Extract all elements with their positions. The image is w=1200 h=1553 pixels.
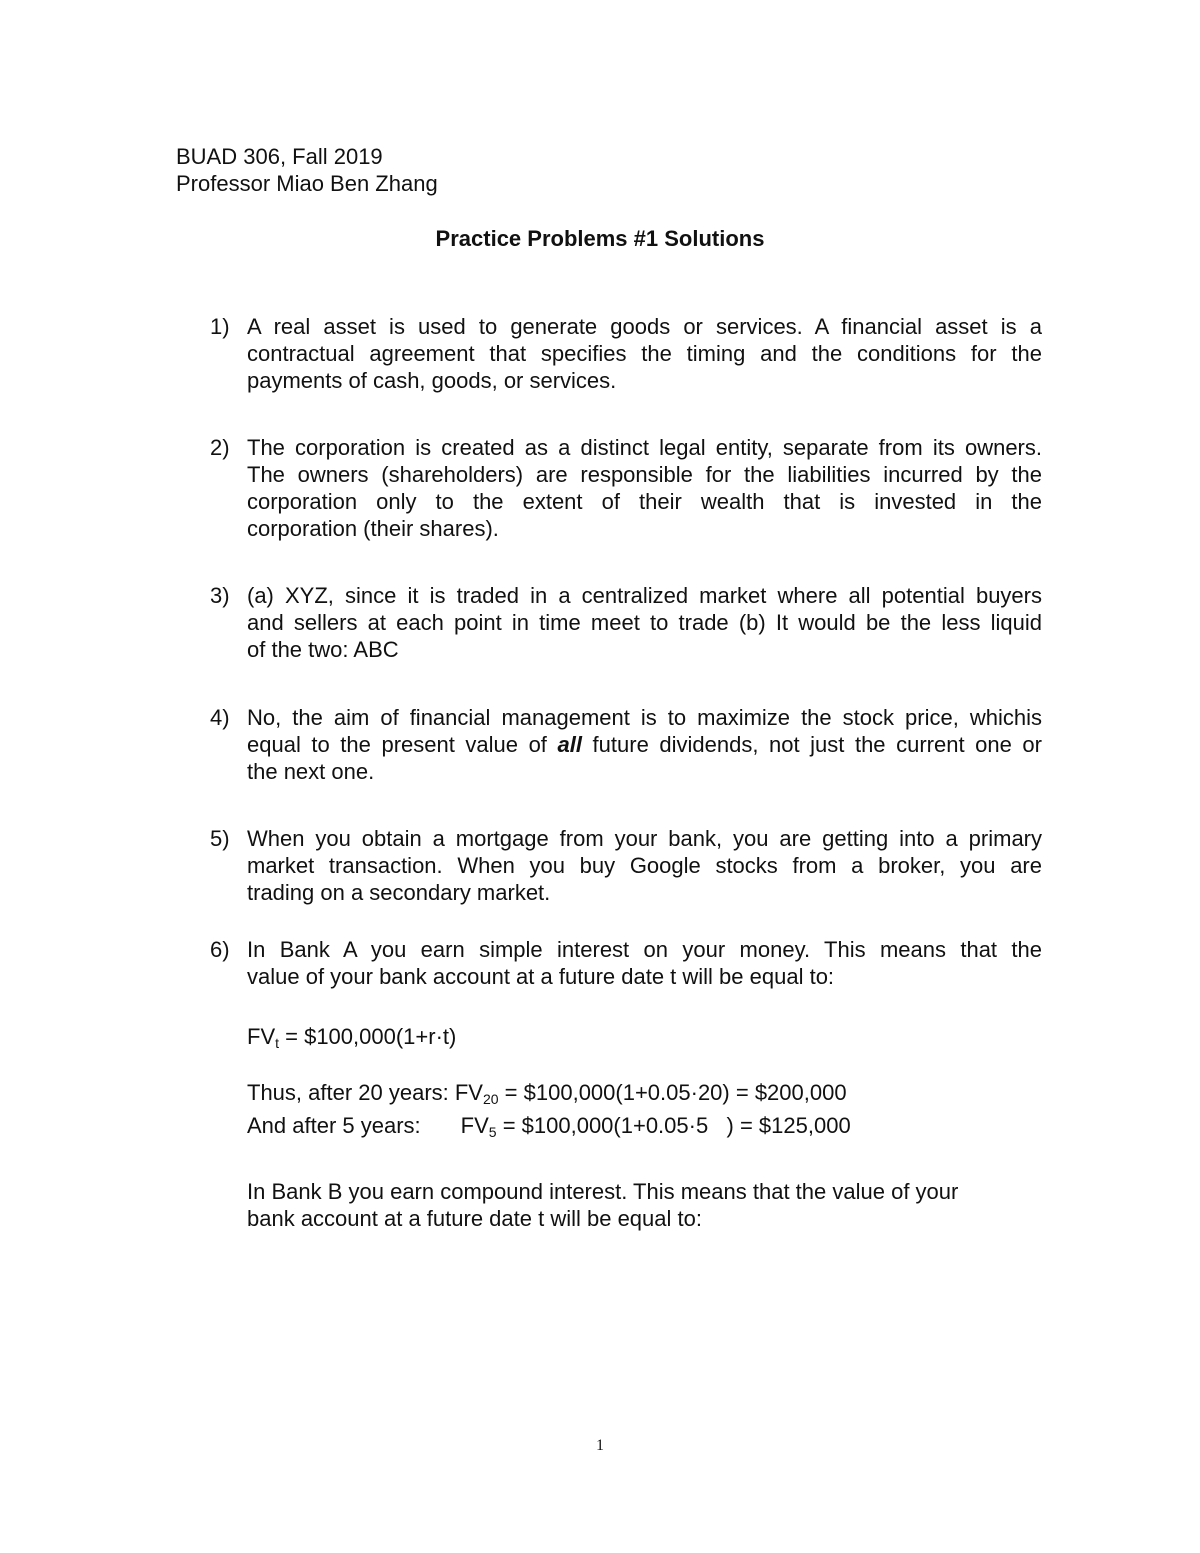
item-text [247,313,1042,394]
simple-interest-formula [247,1023,456,1050]
item-text [247,936,1042,990]
text-fragment: equal to the present value of [247,732,547,757]
text-line: value of your bank account at a future date t will be equal to: [247,964,835,989]
text-line: The corporation is created as a distinct legal entity, separate from its owners. [247,435,1042,460]
text-line: and sellers at each point in time meet to trade (b) It would be the less liquid [247,610,1042,635]
page-number: 1 [596,1437,604,1454]
item-number: 1) [210,314,230,339]
formula-rhs: = $100,000(1+r·t) [279,1024,457,1049]
item-text [247,704,1042,785]
text-line: When you obtain a mortgage from your bank, you are getting into a primary [247,826,1042,851]
text-line [247,731,1042,758]
calc-label: And after 5 years: [247,1113,421,1138]
formula-lhs: FV [247,1024,276,1049]
item-number: 5) [210,826,230,851]
text-line: payments of cash, goods, or services. [247,368,617,393]
course-heading: BUAD 306, Fall 2019 [176,144,383,169]
calc-rhs: = $100,000(1+0.05·20) = $200,000 [498,1080,847,1105]
text-fragment: future dividends, not just the current one or [592,732,1042,757]
item-text [247,582,1042,663]
calc-after-5-years [247,1112,851,1139]
item-number: 2) [210,435,230,460]
text-line: contractual agreement that specifies the timing and the conditions for the [247,341,1042,366]
calc-fv: FV [460,1113,489,1138]
item-number: 6) [210,937,230,962]
text-line: corporation only to the extent of their wealth that is invested in the [247,489,1042,514]
text-line: market transaction. When you buy Google stocks from a broker, you are [247,853,1042,878]
page-title: Practice Problems #1 Solutions [435,226,765,251]
bank-b-text-line: bank account at a future date t will be equal to: [247,1206,702,1231]
text-line: of the two: ABC [247,637,399,662]
text-line: trading on a secondary market. [247,880,551,905]
text-line: A real asset is used to generate goods or services. A financial asset is a [247,314,1042,339]
item-text [247,434,1042,542]
item-number: 3) [210,583,230,608]
calc-label: Thus, after 20 years: FV [247,1080,483,1105]
calc-rhs: = $100,000(1+0.05·5 ) = $125,000 [496,1113,851,1138]
text-line: In Bank A you earn simple interest on your money. This means that the [247,937,1042,962]
formula-subscript: t [275,1035,280,1051]
text-line: corporation (their shares). [247,516,499,541]
calc-subscript: 20 [482,1091,499,1107]
calc-after-20-years [247,1079,847,1106]
bank-b-text-line: In Bank B you earn compound interest. This means that the value of your [247,1179,959,1204]
professor-name: Professor Miao Ben Zhang [176,171,438,196]
calc-subscript: 5 [488,1124,497,1140]
text-line: the next one. [247,759,375,784]
text-line: The owners (shareholders) are responsible for the liabilities incurred by the [247,462,1042,487]
item-number: 4) [210,705,230,730]
text-line: (a) XYZ, since it is traded in a centralized market where all potential buyers [247,583,1042,608]
item-text [247,825,1042,906]
text-line: No, the aim of financial management is to maximize the stock price, whichis [247,705,1042,730]
emphasized-word: all [557,732,582,757]
